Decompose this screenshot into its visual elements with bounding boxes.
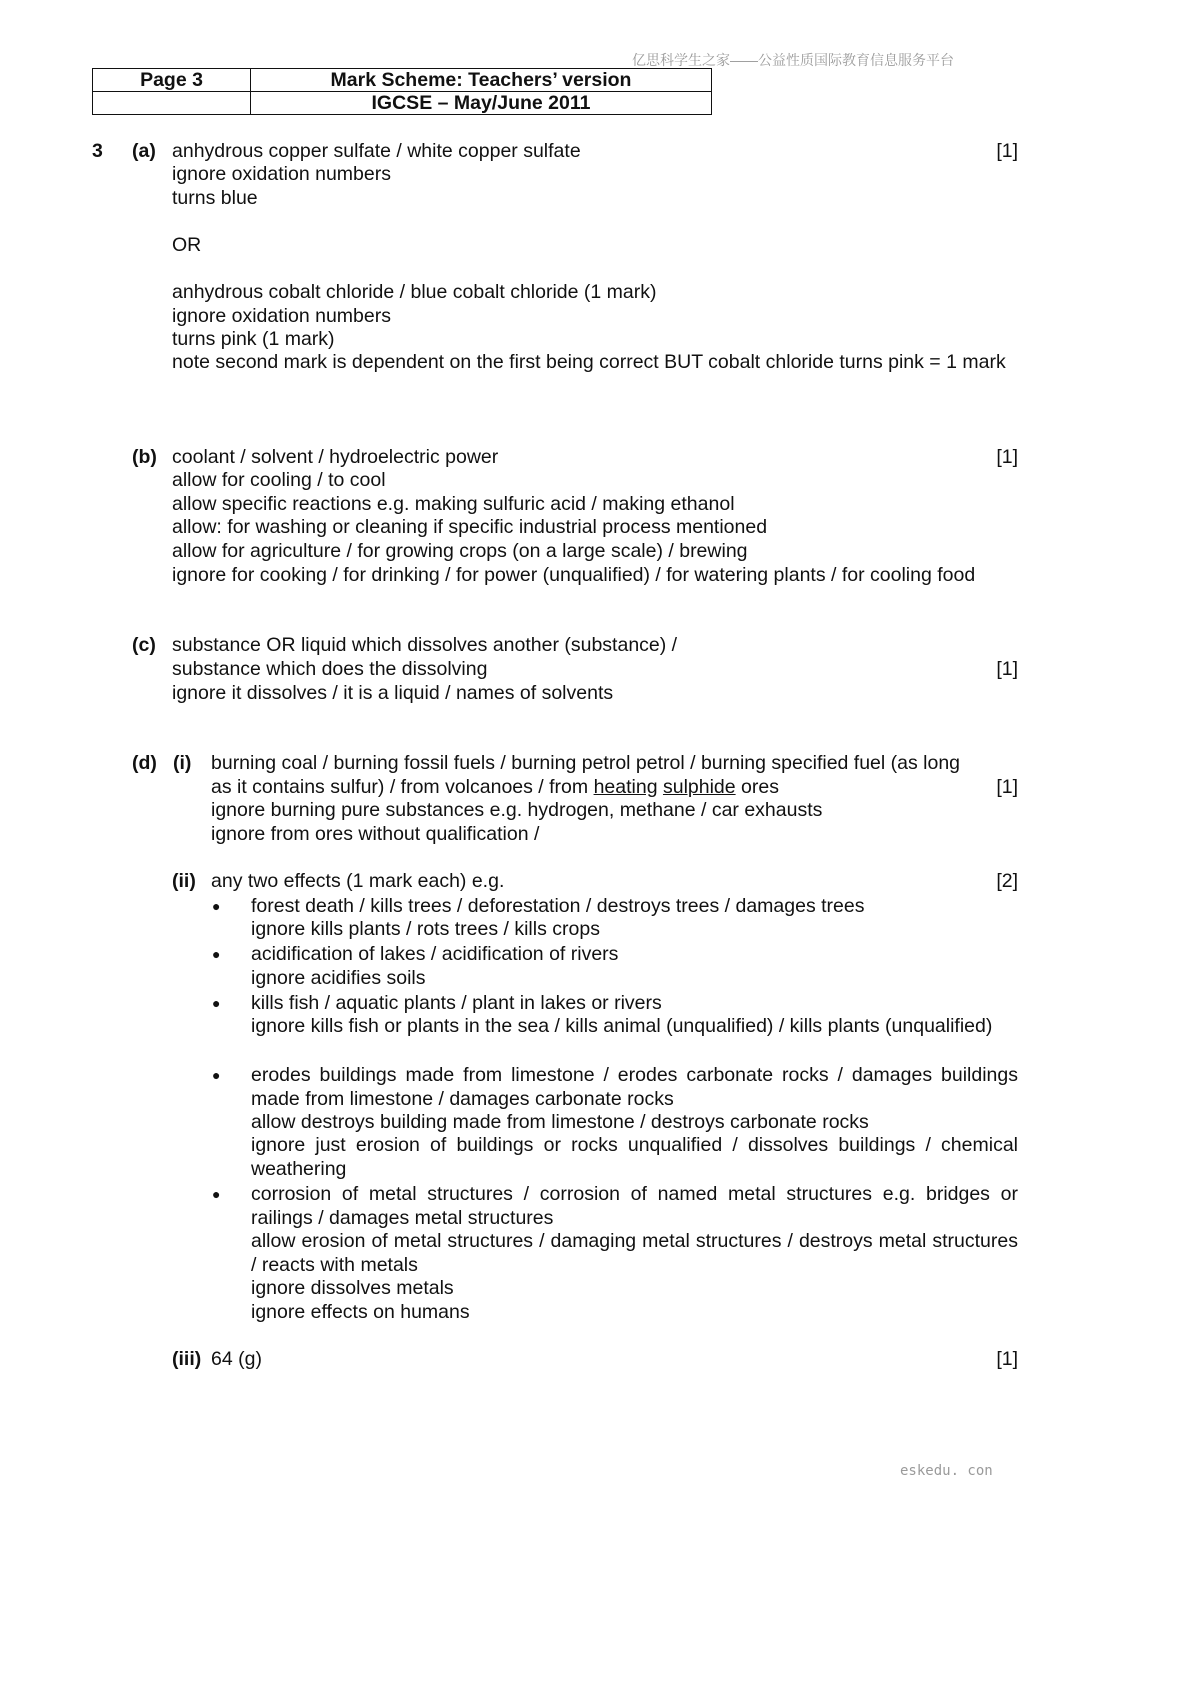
bullet-5-sub2: ignore dissolves metals [251,1277,454,1299]
part-d-iii-label: (iii) [172,1348,202,1370]
bullet-point: ● [212,898,221,914]
part-a-line-2: ignore oxidation numbers [172,163,391,185]
part-d-i-line-3: ignore burning pure substances e.g. hydrogen, methane / car exhausts [211,799,823,821]
part-c-mark: [1] [996,658,1018,680]
watermark-top: 亿思科学生之家——公益性质国际教育信息服务平台 [632,52,954,68]
part-d-ii-mark: [2] [996,870,1018,892]
part-d-i-line-2-pre: as it contains sulfur) / from volcanoes / from [211,776,594,798]
part-a-mark: [1] [996,140,1018,162]
part-d-i-line-2-post: ores [735,776,779,798]
bullet-point: ● [212,946,221,962]
part-a-line-7: turns pink (1 mark) [172,328,335,350]
bullet-1-main: forest death / kills trees / deforestation / destroys trees / damages trees [251,895,865,917]
header-title: Mark Scheme: Teachers’ version [251,69,712,92]
part-a-line-6: ignore oxidation numbers [172,305,391,327]
part-c-line-1: substance OR liquid which dissolves another (substance) / [172,634,678,656]
part-a-or: OR [172,234,202,256]
header-empty-cell [93,92,251,115]
part-a-line-5: anhydrous cobalt chloride / blue cobalt chloride (1 mark) [172,281,657,303]
part-b-line-2: allow for cooling / to cool [172,469,386,491]
part-a-line-3: turns blue [172,187,258,209]
bullet-point: ● [212,995,221,1011]
header-table [92,68,712,115]
bullet-2-main: acidification of lakes / acidification of rivers [251,943,619,965]
bullet-4-sub: allow destroys building made from limestone / destroys carbonate rocks [251,1111,869,1133]
bullet-3-sub: ignore kills fish or plants in the sea / kills animal (unqualified) / kills plants (unqualified) [251,1015,993,1037]
watermark-bottom: eskedu. con [900,1463,993,1479]
bullet-5-sub: allow erosion of metal structures / damaging metal structures / destroys metal structures / reacts with metals [251,1230,1018,1276]
part-d-iii-answer: 64 (g) [211,1348,262,1370]
question-number: 3 [92,140,103,162]
part-b-mark: [1] [996,446,1018,468]
part-a-line-1: anhydrous copper sulfate / white copper sulfate [172,140,581,162]
bullet-2-sub: ignore acidifies soils [251,967,426,989]
part-a-note: note second mark is dependent on the first being correct BUT cobalt chloride turns pink = 1 mark [172,351,1006,373]
bullet-point: ● [212,1067,221,1083]
bullet-5-main: corrosion of metal structures / corrosion of named metal structures e.g. bridges or railings / damages metal structures [251,1183,1018,1229]
part-c-line-3: ignore it dissolves / it is a liquid / names of solvents [172,682,614,704]
part-b-label: (b) [132,446,157,468]
part-b-line-3: allow specific reactions e.g. making sulfuric acid / making ethanol [172,493,735,515]
part-d-i-mark: [1] [996,776,1018,798]
part-c-label: (c) [132,634,156,656]
part-a-label: (a) [132,140,156,162]
header-exam: IGCSE – May/June 2011 [251,92,712,115]
part-b-line-1: coolant / solvent / hydroelectric power [172,446,499,468]
part-d-label: (d) [132,752,157,774]
part-c-line-2: substance which does the dissolving [172,658,488,680]
underlined-heating: heating [593,776,658,798]
bullet-4-sub2: ignore just erosion of buildings or rocks unqualified / dissolves buildings / chemical weathering [251,1134,1018,1180]
part-d-i-line-1: burning coal / burning fossil fuels / burning petrol petrol / burning specified fuel (as long [211,752,961,774]
part-d-iii-mark: [1] [996,1348,1018,1370]
part-b-line-6: ignore for cooking / for drinking / for power (unqualified) / for watering plants / for cooling food [172,564,976,586]
bullet-point: ● [212,1186,221,1202]
bullet-1-sub: ignore kills plants / rots trees / kills crops [251,918,600,940]
part-d-ii-label: (ii) [172,870,196,892]
header-page: Page 3 [93,69,251,92]
bullet-4-main: erodes buildings made from limestone / erodes carbonate rocks / damages buildings made from limestone / damages carbonate rocks [251,1064,1018,1110]
part-d-i-line-4: ignore from ores without qualification / [211,823,540,845]
part-b-line-5: allow for agriculture / for growing crops (on a large scale) / brewing [172,540,748,562]
bullet-3-main: kills fish / aquatic plants / plant in lakes or rivers [251,992,662,1014]
underlined-sulphide: sulphide [662,776,736,798]
bullet-5-sub3: ignore effects on humans [251,1301,470,1323]
part-d-ii-intro: any two effects (1 mark each) e.g. [211,870,505,892]
part-b-line-4: allow: for washing or cleaning if specific industrial process mentioned [172,516,768,538]
part-d-i-label: (i) [173,752,192,774]
part-d-i-line-2 [211,776,779,799]
